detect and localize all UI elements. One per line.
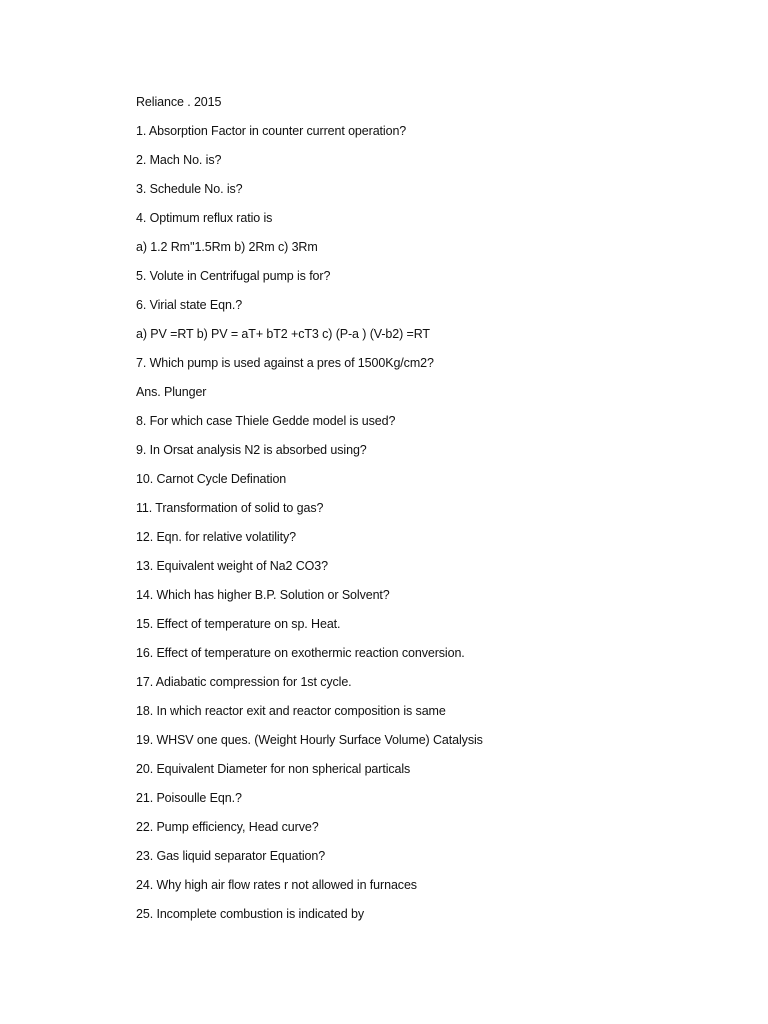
question-line: 20. Equivalent Diameter for non spherical particals	[136, 762, 411, 776]
question-line: 22. Pump efficiency, Head curve?	[136, 820, 319, 834]
question-list	[136, 94, 736, 935]
question-line: 2. Mach No. is?	[136, 153, 222, 167]
question-line: 12. Eqn. for relative volatility?	[136, 530, 296, 544]
answer-options-line: a) 1.2 Rm''1.5Rm b) 2Rm c) 3Rm	[136, 240, 318, 254]
question-line: 23. Gas liquid separator Equation?	[136, 849, 326, 863]
question-line: 19. WHSV one ques. (Weight Hourly Surface Volume) Catalysis	[136, 733, 483, 747]
question-line: 15. Effect of temperature on sp. Heat.	[136, 617, 341, 631]
question-line: 7. Which pump is used against a pres of 1500Kg/cm2?	[136, 356, 434, 370]
question-line: 8. For which case Thiele Gedde model is used?	[136, 414, 396, 428]
question-line: 25. Incomplete combustion is indicated by	[136, 907, 364, 921]
question-line: 21. Poisoulle Eqn.?	[136, 791, 242, 805]
question-line: 16. Effect of temperature on exothermic reaction conversion.	[136, 646, 465, 660]
question-line: 11. Transformation of solid to gas?	[136, 501, 324, 515]
question-line: 6. Virial state Eqn.?	[136, 298, 243, 312]
question-line: 14. Which has higher B.P. Solution or Solvent?	[136, 588, 390, 602]
question-line: 5. Volute in Centrifugal pump is for?	[136, 269, 331, 283]
question-line: 4. Optimum reflux ratio is	[136, 211, 273, 225]
document-title: Reliance . 2015	[136, 95, 222, 109]
question-line: 13. Equivalent weight of Na2 CO3?	[136, 559, 328, 573]
question-line: 17. Adiabatic compression for 1st cycle.	[136, 675, 352, 689]
question-line: 10. Carnot Cycle Defination	[136, 472, 287, 486]
question-line: 3. Schedule No. is?	[136, 182, 243, 196]
answer-options-line: a) PV =RT b) PV = aT+ bT2 +cT3 c) (P-a ) (V-b2) =RT	[136, 327, 430, 341]
question-line: 1. Absorption Factor in counter current operation?	[136, 124, 407, 138]
question-line: 18. In which reactor exit and reactor composition is same	[136, 704, 446, 718]
question-line: 24. Why high air flow rates r not allowed in furnaces	[136, 878, 417, 892]
answer-line: Ans. Plunger	[136, 385, 207, 399]
question-line: 9. In Orsat analysis N2 is absorbed using?	[136, 443, 367, 457]
